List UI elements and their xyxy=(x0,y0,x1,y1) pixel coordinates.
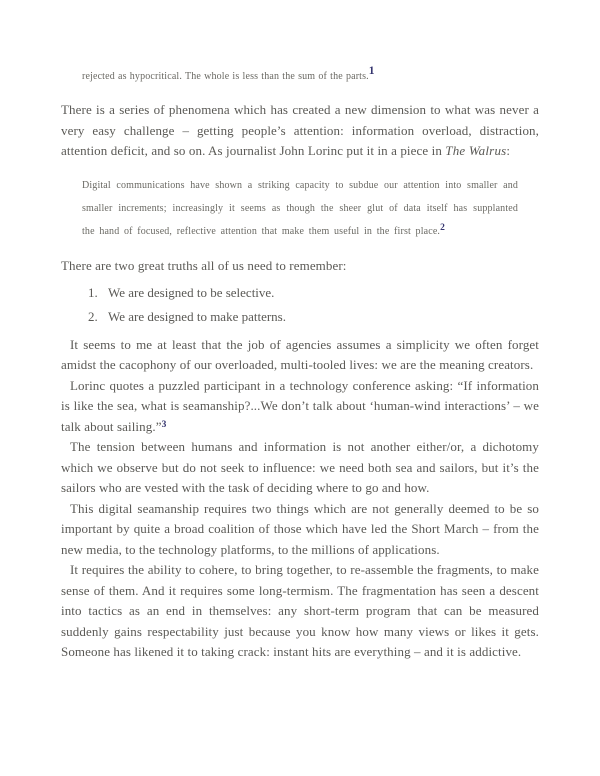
list-number: 2. xyxy=(88,309,98,324)
list-item-selective xyxy=(61,283,539,304)
paragraph-intro xyxy=(61,100,539,162)
blockquote-digital-communications xyxy=(82,174,518,243)
blockquote-text: Digital communications have shown a striking capacity to subdue our attention into smaller and smaller increments; increasingly it seems as though the sheer glut of data itself has supplanted the hand of focused, reflective attention that make them useful in the first place. xyxy=(82,179,518,237)
paragraph-intro-tail: : xyxy=(506,143,511,158)
footnote-marker-2: 2 xyxy=(440,222,445,233)
list-item-patterns xyxy=(61,307,539,328)
paragraph-meaning-creators: It seems to me at least that the job of agencies assumes a simplicity we often forget amidst the cacophony of our overloaded, multi-tooled lives: we are the meaning creators. xyxy=(61,336,539,372)
list-text: We are designed to make patterns. xyxy=(108,309,286,324)
paragraph-truths-intro: There are two great truths all of us need to remember: xyxy=(61,257,347,273)
paragraph-seamanship: This digital seamanship requires two things which are not generally deemed to be so important by quite a broad coalition of those which have led the Short March – from the new media, to the technology platforms, to the millions of applications. xyxy=(61,500,539,557)
footnote-continuation xyxy=(82,65,539,84)
list-text: We are designed to be selective. xyxy=(108,285,275,300)
paragraph-tension: The tension between humans and information is not another either/or, a dichotomy which we observe but do not seek to influence: we need both sea and sailors, but it’s the sailors who are vested with the task of deciding where to go and how. xyxy=(61,439,539,495)
list-number: 1. xyxy=(88,285,98,300)
paragraph-requires: It requires the ability to cohere, to bring together, to re-assemble the fragments, to make sense of them. And it requires some long-termism. The fragmentation has seen a descent into tactics as an end in themselves: any short-term program that can be measured suddenly gains respectability just because you know how many views or likes it gets. Someone has likened it to taking crack: instant hits are everything – and it is addictive. xyxy=(61,562,539,659)
footnote-marker-3: 3 xyxy=(161,419,167,430)
paragraph-lorinc-text: Lorinc quotes a puzzled participant in a technology conference asking: “If information is like the sea, what is seamanship?...We don’t talk about ‘human-wind interactions’ – we talk about sailing.” xyxy=(61,377,539,434)
paragraph-lorinc-quote xyxy=(61,376,539,438)
footnote-marker-1: 1 xyxy=(368,65,375,77)
italic-title-the-walrus: The Walrus xyxy=(445,143,507,158)
footnote-text: rejected as hypocritical. The whole is less than the sum of the parts. xyxy=(82,71,369,82)
paragraph-intro-lead: There is a series of phenomena which has created a new dimension to what was never a very easy challenge – getting people’s attention: information overload, distraction, attention deficit, and so on. As journalist John Lorinc put it in a piece in xyxy=(61,102,539,158)
book-page xyxy=(61,65,539,663)
truths-list xyxy=(61,283,539,328)
